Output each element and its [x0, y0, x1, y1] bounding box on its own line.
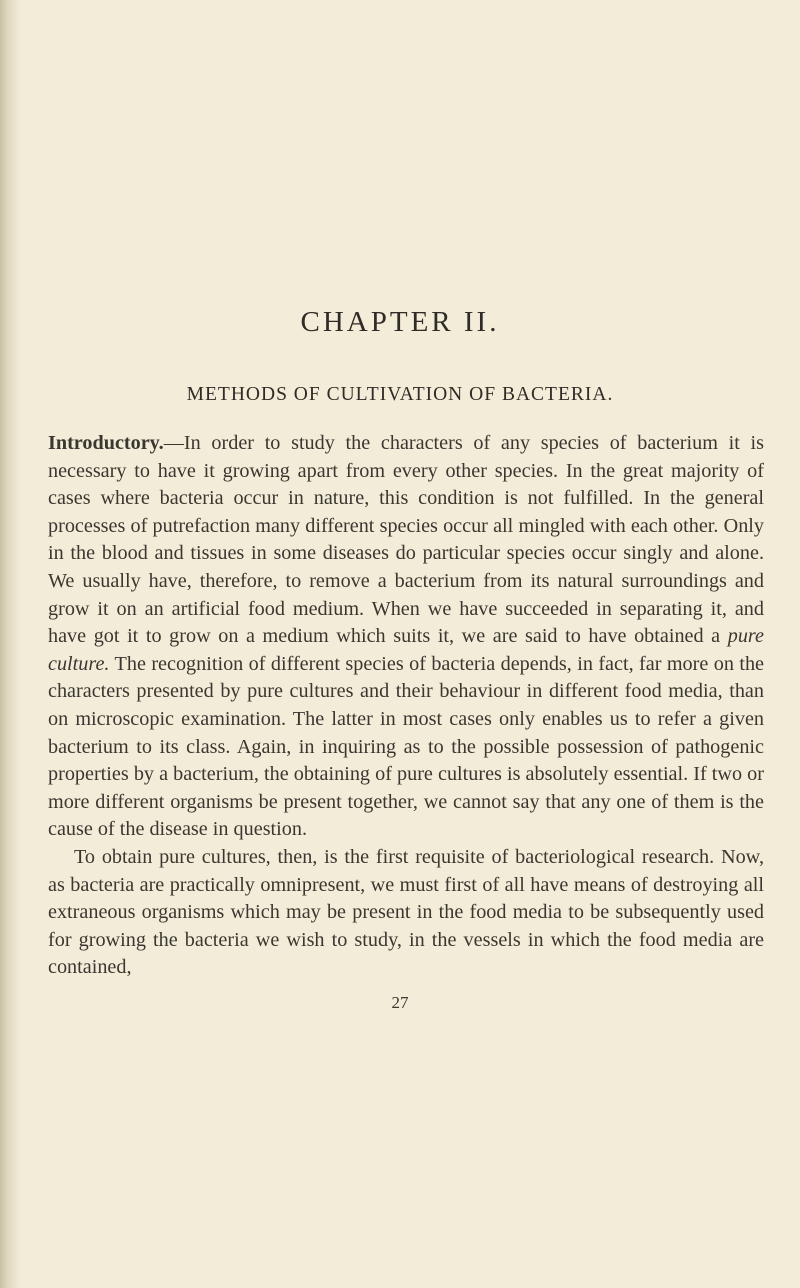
paragraph-text-part: —In order to study the characters of any species of bacterium it is necessary to have it growing apart from every other species. In the great majority of cases where bacteria occur in nature, this condition is not fulfilled. In the general processes of putrefaction many different species occur all mingled with each other. Only in the blood and tissues in some diseases do particular species occur singly and alone. We usually have, therefore, to remove a bacterium from its natural surroundings and grow it on an artificial food medium. When we have succeeded in separating it, and have got it to grow on a medium which suits it, we are said to have obtained a: [48, 432, 764, 648]
page-binding-edge: [0, 0, 20, 1288]
paragraph-text-part: The recognition of different species of bacteria depends, in fact, far more on the characters presented by pure cultures and their behaviour in different food media, than on microscopic examination. The latter in most cases only enables us to refer a given bacterium to its class. Again, in inquiring as to the possible possession of pathogenic properties by a bacterium, the obtaining of pure cultures is absolutely essential. If two or more different organisms be present together, we cannot say that any one of them is the cause of the disease in question.: [48, 652, 764, 841]
paragraph-pure-cultures: To obtain pure cultures, then, is the first requisite of bacteriological research. Now, as bacteria are practically omnipresent, we must first of all have means of destroying all extraneous organisms which may be present in the food media to be subsequently used for growing the bacteria we wish to study, in the vessels in which the food media are contained,: [48, 845, 764, 979]
paragraph-introductory: [48, 430, 764, 844]
emphasis-pure-culture: pure culture.: [48, 625, 764, 675]
chapter-title: CHAPTER II.: [300, 306, 500, 338]
run-in-heading: Introductory.: [48, 432, 164, 454]
page-number: 27: [391, 993, 409, 1012]
body-text: [48, 430, 764, 982]
section-title: METHODS OF CULTIVATION OF BACTERIA.: [186, 384, 614, 405]
